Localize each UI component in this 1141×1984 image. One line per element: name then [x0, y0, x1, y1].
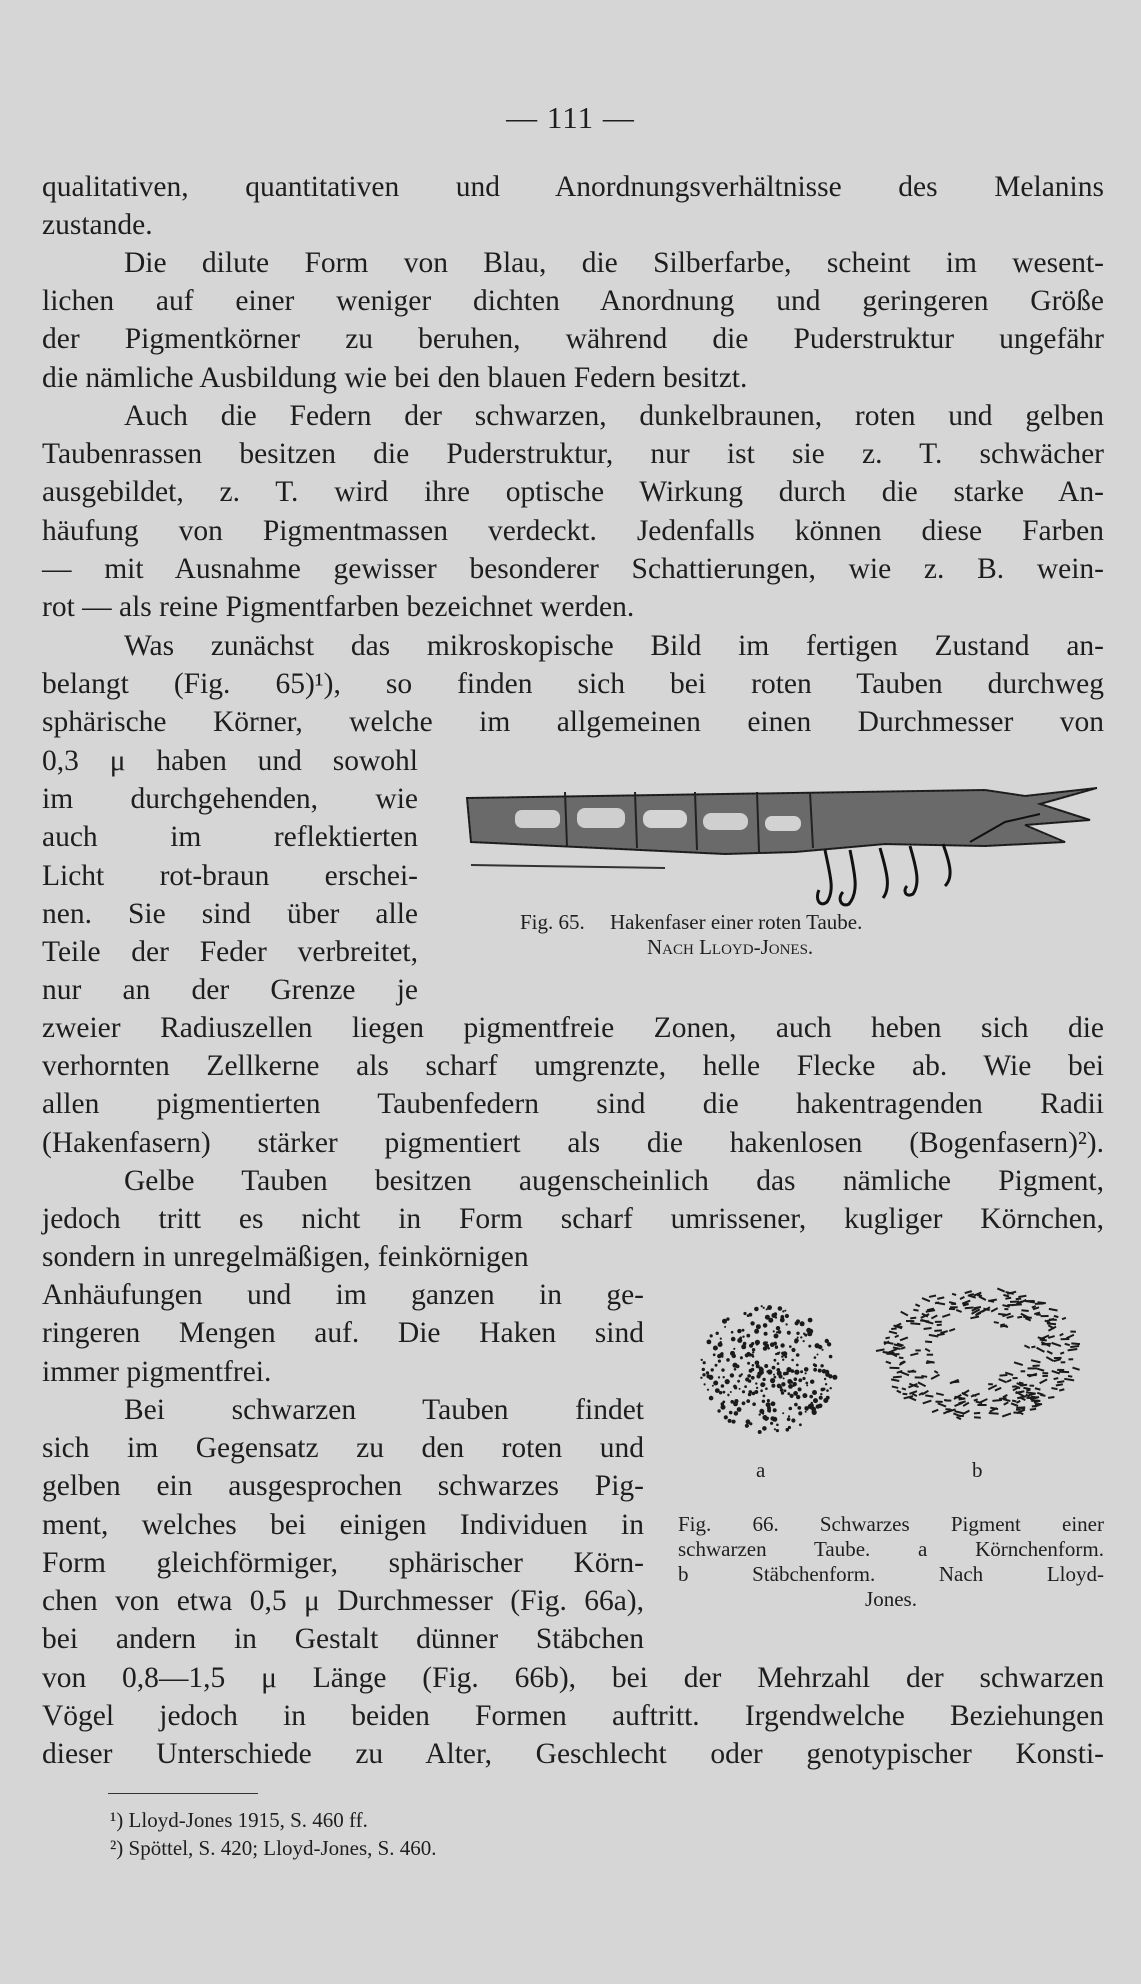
text-line: 0,3 μ haben und sowohl [42, 745, 418, 777]
text-line: bei andern in Gestalt dünner Stäbchen [42, 1623, 644, 1656]
text-line: rot — als reine Pigmentfarben bezeichnet werden. [42, 590, 635, 623]
figure-label: Fig. 65. [520, 910, 585, 934]
text-line: Die dilute Form von Blau, die Silberfarbe, scheint im wesent- [124, 247, 1104, 279]
text-line: sich im Gegensatz zu den roten und [42, 1432, 644, 1465]
text-line: häufung von Pigmentmassen verdeckt. Jedenfalls können diese Farben [42, 514, 1104, 547]
text-line: — mit Ausnahme gewisser besonderer Schattierungen, wie z. B. wein- [42, 552, 1104, 585]
footnote-rule [108, 1793, 258, 1794]
text-line: Taubenrassen besitzen die Puderstruktur, nur ist sie z. T. schwächer [42, 438, 1104, 471]
text-line: dieser Unterschiede zu Alter, Geschlecht oder genotypischer Konsti- [42, 1738, 1104, 1771]
caption-line: Jones. [865, 1587, 917, 1611]
text-line: Bei schwarzen Tauben findet [124, 1394, 644, 1426]
text-line: chen von etwa 0,5 μ Durchmesser (Fig. 66a), [42, 1584, 644, 1617]
paragraph [42, 627, 1104, 742]
text-line: Gelbe Tauben besitzen augenscheinlich das nämliche Pigment, [124, 1165, 1104, 1197]
text-line: Vögel jedoch in beiden Formen auftritt. Irgendwelche Beziehungen [42, 1700, 1104, 1733]
text-line: Auch die Federn der schwarzen, dunkelbraunen, roten und gelben [124, 400, 1104, 432]
text-line: Teile der Feder verbreitet, [42, 935, 418, 968]
caption-text: Hakenfaser einer roten Taube. [610, 910, 863, 934]
caption-line: Fig. 66. Schwarzes Pigment einer [678, 1512, 1104, 1536]
text-line: Was zunächst das mikroskopische Bild im fertigen Zustand an- [124, 630, 1104, 662]
paragraph-narrow [42, 1391, 644, 1658]
text-line: gelben ein ausgesprochen schwarzes Pig- [42, 1470, 644, 1503]
text-line: immer pigmentfrei. [42, 1355, 272, 1388]
paragraph [42, 244, 1104, 397]
paragraph [42, 168, 1104, 244]
paragraph-narrow [42, 742, 418, 1009]
figure-65-hook-fiber [465, 780, 1097, 920]
text-line: im durchgehenden, wie [42, 783, 418, 816]
text-line: der Pigmentkörner zu beruhen, während die Puderstruktur ungefähr [42, 323, 1104, 356]
paragraph [42, 1659, 1104, 1774]
text-line: qualitativen, quantitativen und Anordnungsverhältnisse des Melanins [42, 171, 1104, 203]
text-line: Form gleichförmiger, sphärischer Körn- [42, 1546, 644, 1579]
figure-65-caption [520, 910, 1060, 960]
footnote: ¹) Lloyd-Jones 1915, S. 460 ff. [110, 1808, 368, 1832]
text-line: auch im reflektierten [42, 821, 418, 854]
text-line: die nämliche Ausbildung wie bei den blauen Federn besitzt. [42, 361, 748, 394]
text-line: Anhäufungen und im ganzen in ge- [42, 1279, 644, 1312]
figure-66a-label: a [756, 1458, 766, 1482]
text-line: lichen auf einer weniger dichten Anordnung und geringeren Größe [42, 285, 1104, 318]
caption-text: Nach Lloyd-Jones. [647, 935, 814, 959]
text-line: zweier Radiuszellen liegen pigmentfreie Zonen, auch heben sich die [42, 1012, 1104, 1044]
text-line: ment, welches bei einigen Individuen in [42, 1508, 644, 1541]
footnotes [110, 1806, 437, 1862]
caption-line: b Stäbchenform. Nach Lloyd- [678, 1562, 1104, 1586]
text-line: sphärische Körner, welche im allgemeinen einen Durchmesser von [42, 706, 1104, 739]
figure-66b-rods [870, 1282, 1090, 1427]
text-line: ausgebildet, z. T. wird ihre optische Wirkung durch die starke An- [42, 476, 1104, 509]
text-line: belangt (Fig. 65)¹), so finden sich bei roten Tauben durchweg [42, 668, 1104, 701]
paragraph [42, 1009, 1104, 1162]
text-line: jedoch tritt es nicht in Form scharf umrissener, kugliger Körnchen, [42, 1203, 1104, 1236]
figure-66-caption [678, 1512, 1104, 1612]
text-line: (Hakenfasern) stärker pigmentiert als die hakenlosen (Bogenfasern)²). [42, 1126, 1104, 1159]
text-line: ringeren Mengen auf. Die Haken sind [42, 1317, 644, 1350]
text-line: sondern in unregelmäßigen, feinkörnigen [42, 1241, 529, 1273]
figure-66a-granules [696, 1300, 840, 1438]
paragraph-narrow [42, 1238, 644, 1391]
text-line: nen. Sie sind über alle [42, 897, 418, 930]
paragraph [42, 1162, 1104, 1238]
caption-line: schwarzen Taube. a Körnchenform. [678, 1537, 1104, 1561]
figure-66b-label: b [972, 1458, 983, 1482]
text-line: Licht rot-braun erschei- [42, 859, 418, 892]
text-line: nur an der Grenze je [42, 974, 418, 1007]
text-line: verhornten Zellkerne als scharf umgrenzte, helle Flecke ab. Wie bei [42, 1050, 1104, 1083]
text-line: zustande. [42, 209, 153, 242]
footnote: ²) Spöttel, S. 420; Lloyd-Jones, S. 460. [110, 1836, 437, 1860]
text-line: von 0,8—1,5 μ Länge (Fig. 66b), bei der Mehrzahl der schwarzen [42, 1662, 1104, 1694]
text-line: allen pigmentierten Taubenfedern sind die hakentragenden Radii [42, 1088, 1104, 1121]
paragraph [42, 397, 1104, 626]
page-number: — 111 — [506, 100, 635, 135]
